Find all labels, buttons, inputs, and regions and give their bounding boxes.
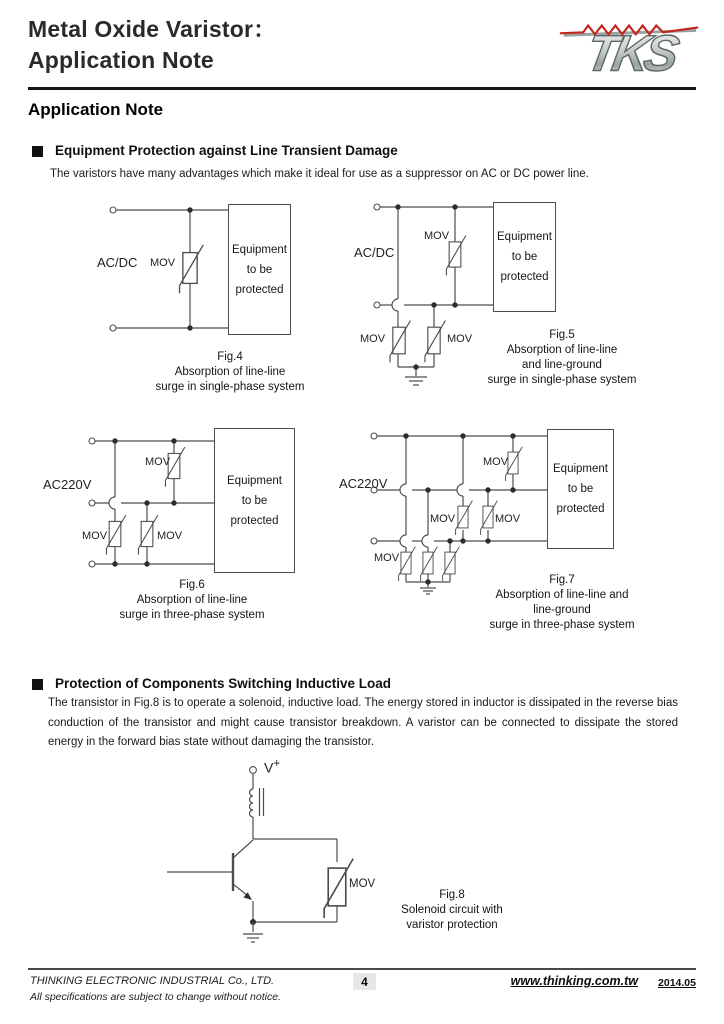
fig6-caption-line: Fig.6 bbox=[179, 579, 205, 591]
ground-icon bbox=[405, 377, 427, 385]
ground-icon bbox=[243, 934, 263, 942]
fig7-caption-line: Fig.7 bbox=[549, 574, 575, 586]
fig7-mov-label: MOV bbox=[483, 456, 509, 468]
fig5-mov-label: MOV bbox=[447, 333, 473, 345]
fig7-caption-line: line-ground bbox=[533, 604, 591, 616]
fig5-caption-line: Absorption of line-line bbox=[506, 344, 618, 356]
fig7-mov-label: MOV bbox=[430, 513, 456, 525]
fig4-caption-line: surge in single-phase system bbox=[155, 381, 305, 393]
header-rule bbox=[28, 87, 696, 90]
fig4-mov-label: MOV bbox=[150, 257, 176, 269]
fig8-mov-label: MOV bbox=[349, 878, 376, 890]
fig8-caption-line: Fig.8 bbox=[439, 889, 465, 901]
equipment-box-line: protected bbox=[556, 503, 605, 515]
document-title-line1: Metal Oxide Varistor： bbox=[28, 16, 277, 42]
section1-bullet-icon bbox=[32, 146, 43, 157]
page-heading: Application Note bbox=[28, 100, 164, 119]
fig8-caption-line: Solenoid circuit with bbox=[401, 904, 503, 916]
section1-heading: Equipment Protection against Line Transient Damage bbox=[55, 143, 398, 158]
fig5-caption-line: surge in single-phase system bbox=[487, 374, 637, 386]
section1-body: The varistors have many advantages which make it ideal for use as a suppressor on AC or DC power line. bbox=[50, 168, 589, 180]
fig6-source-label: AC220V bbox=[43, 477, 92, 492]
fig5-caption-line: Fig.5 bbox=[549, 329, 575, 341]
footer-rule bbox=[28, 968, 696, 970]
equipment-box-line: Equipment bbox=[227, 474, 282, 487]
logo-text: TKS bbox=[582, 24, 679, 82]
document-title-line2: Application Note bbox=[28, 47, 214, 73]
fig5-mov-label: MOV bbox=[360, 333, 386, 345]
transistor-icon bbox=[167, 840, 253, 900]
section2-bullet-icon bbox=[32, 679, 43, 690]
inductor-icon bbox=[250, 788, 264, 817]
equipment-box-line: protected bbox=[235, 283, 284, 296]
fig8-caption-line: varistor protection bbox=[406, 919, 498, 931]
fig7-mov-label: MOV bbox=[374, 552, 400, 564]
fig8-supply-label bbox=[264, 757, 280, 776]
varistor-icon bbox=[390, 321, 410, 363]
fig4-caption-line: Absorption of line-line bbox=[174, 366, 286, 378]
fig4-caption bbox=[100, 350, 360, 395]
fig8-caption bbox=[352, 888, 552, 933]
page-number: 4 bbox=[361, 974, 368, 989]
equipment-box-line: protected bbox=[230, 514, 279, 527]
varistor-icon bbox=[138, 515, 157, 555]
fig7-caption-line: surge in three-phase system bbox=[489, 619, 635, 631]
equipment-box-line: protected bbox=[500, 271, 549, 283]
fig6-caption-line: Absorption of line-line bbox=[136, 594, 248, 606]
varistor-icon bbox=[446, 236, 465, 276]
supply-voltage-text: V bbox=[264, 759, 274, 776]
fig6-mov-label: MOV bbox=[157, 530, 183, 542]
page-number-badge bbox=[353, 973, 376, 990]
fig4-source-label: AC/DC bbox=[97, 255, 138, 270]
equipment-box-line: Equipment bbox=[232, 243, 287, 256]
equipment-box-line: Equipment bbox=[497, 231, 552, 243]
fig7-caption-line: Absorption of line-line and bbox=[495, 589, 629, 601]
fig4-caption-line: Fig.4 bbox=[217, 351, 243, 363]
ground-icon bbox=[420, 588, 436, 594]
fig5-caption bbox=[442, 328, 682, 388]
equipment-box-line: to be bbox=[246, 263, 273, 276]
varistor-icon bbox=[506, 447, 523, 481]
varistor-icon bbox=[180, 245, 204, 293]
fig5-equipment-box bbox=[493, 202, 556, 312]
equipment-box-line: to be bbox=[241, 494, 268, 507]
document-title bbox=[28, 14, 276, 76]
fig6-caption-line: surge in three-phase system bbox=[119, 609, 265, 621]
fig7-caption bbox=[442, 573, 682, 633]
fig5-mov-label: MOV bbox=[424, 230, 450, 242]
varistor-icon bbox=[106, 515, 125, 555]
company-logo bbox=[556, 8, 702, 82]
varistor-icon bbox=[399, 547, 416, 581]
varistor-icon bbox=[421, 547, 438, 581]
fig6-caption bbox=[62, 578, 322, 623]
section2-heading: Protection of Components Switching Inductive Load bbox=[55, 676, 392, 691]
fig4-equipment-box bbox=[228, 204, 291, 335]
fig5-caption-line: and line-ground bbox=[522, 359, 602, 371]
varistor-icon bbox=[456, 501, 473, 535]
footer-company: THINKING ELECTRONIC INDUSTRIAL Co., LTD. bbox=[30, 975, 275, 987]
footer-disclaimer: All specifications are subject to change without notice. bbox=[30, 991, 281, 1003]
fig7-source-label: AC220V bbox=[339, 476, 388, 491]
equipment-box-line: to be bbox=[511, 251, 538, 263]
fig6-equipment-box bbox=[214, 428, 295, 573]
supply-voltage-sup: + bbox=[273, 757, 281, 770]
equipment-box-line: Equipment bbox=[553, 463, 608, 475]
fig7-equipment-box bbox=[547, 429, 614, 549]
fig6-mov-label: MOV bbox=[82, 530, 108, 542]
fig7-mov-label: MOV bbox=[495, 513, 521, 525]
fig5-source-label: AC/DC bbox=[354, 245, 395, 260]
equipment-box-line: to be bbox=[567, 483, 594, 495]
fig6-mov-label: MOV bbox=[145, 456, 171, 468]
section2-body: The transistor in Fig.8 is to operate a solenoid, inductive load. The energy stored in inductor is dissipated in the reverse bias conduction of the transistor and might cause transistor breakdown. A varistor can be connected to dissipate the stored energy in the forward bias state without damaging the transistor. bbox=[48, 697, 678, 748]
footer-date: 2014.05 bbox=[658, 977, 696, 989]
footer-website-link[interactable]: www.thinking.com.tw bbox=[510, 974, 638, 988]
